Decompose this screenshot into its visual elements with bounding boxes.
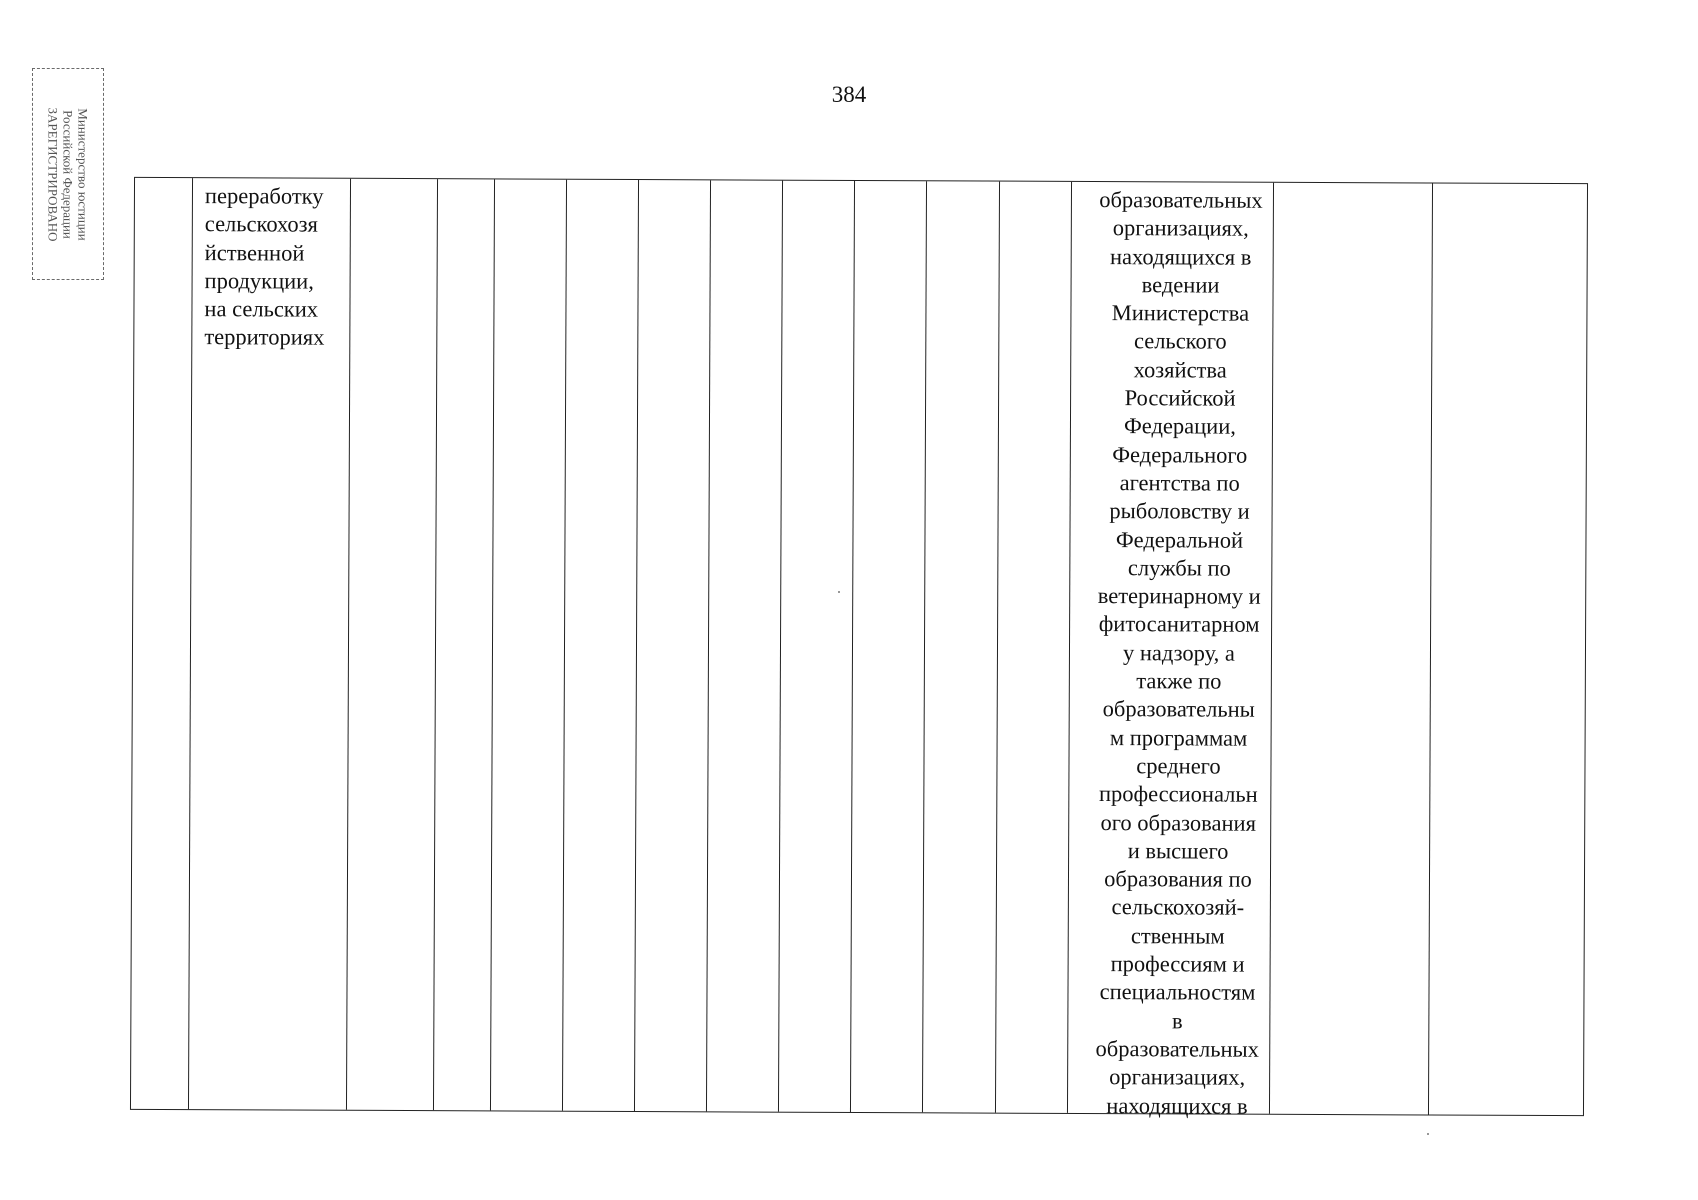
cell-line: фитосанитарном [1098, 611, 1260, 638]
cell-line: м программам [1109, 724, 1248, 751]
cell-line: специальностям [1099, 979, 1256, 1006]
cell-line: хозяйства [1133, 356, 1227, 383]
scan-speck [1427, 1133, 1429, 1135]
cell-line: образовательных [1099, 187, 1263, 213]
cell-line: в [1172, 1007, 1183, 1034]
cell-line: сельскохозя [204, 211, 318, 237]
cell-line: организациях, [1109, 1064, 1246, 1090]
cell-line: йственной [204, 239, 305, 266]
cell-line: находящихся в [1109, 243, 1252, 270]
cell-line: профессиональн [1098, 781, 1258, 807]
cell-line: организациях, [1112, 215, 1249, 241]
cell-line: образовательных [1095, 1035, 1259, 1062]
document-table [130, 177, 1588, 1119]
cell-line: ведении [1141, 272, 1220, 298]
cell-line: сельскохозяй- [1111, 894, 1245, 921]
table-cell-activity [204, 182, 355, 352]
cell-line: ого образования [1100, 809, 1257, 836]
table-column-1 [131, 178, 193, 1109]
cell-line: образовательны [1102, 696, 1255, 723]
cell-line: у надзору, а [1123, 639, 1235, 666]
table-cell-description [1077, 186, 1281, 1121]
table-column-12 [996, 182, 1072, 1113]
table-column-8 [707, 180, 783, 1111]
cell-line: ственным [1130, 922, 1225, 949]
cell-line: рыболовству и [1109, 498, 1250, 524]
table-column-10 [851, 181, 927, 1112]
stamp-line: Российской Федерации [60, 109, 76, 239]
cell-line: на сельских [204, 296, 319, 322]
cell-line: также по [1136, 668, 1222, 694]
table-column-14 [1270, 183, 1433, 1115]
table-column-6 [563, 180, 639, 1111]
cell-line: Федерации, [1123, 413, 1236, 440]
table-column-7 [635, 180, 711, 1111]
table-column-9 [779, 181, 855, 1112]
cell-line: профессиям и [1110, 951, 1245, 977]
table-column-5 [491, 179, 567, 1110]
page-number: 384 [831, 82, 867, 107]
cell-line: службы по [1127, 555, 1231, 581]
table-column-11 [923, 181, 1000, 1112]
cell-line: Министерства [1111, 300, 1250, 326]
stamp-text [46, 107, 91, 241]
cell-line: агентства по [1119, 470, 1240, 496]
cell-line: сельского [1133, 328, 1227, 355]
cell-line: находящихся в [1106, 1092, 1248, 1119]
cell-line: и высшего [1127, 838, 1229, 864]
stamp-line: ЗАРЕГИСТРИРОВАНО [45, 107, 61, 241]
stamp-line: Министерство юстиции [75, 107, 91, 241]
cell-line: продукции, [204, 268, 314, 294]
cell-line: среднего [1136, 753, 1221, 779]
cell-line: ветеринарному и [1097, 583, 1261, 609]
table-column-3 [347, 179, 438, 1110]
cell-line: Федерального [1112, 441, 1248, 468]
table-column-4 [434, 179, 495, 1110]
cell-line: переработку [204, 183, 324, 209]
cell-line: Российской [1124, 385, 1236, 411]
cell-line: образования по [1104, 866, 1252, 892]
scan-speck [838, 591, 840, 593]
cell-line: территориях [204, 324, 325, 351]
cell-line: Федеральной [1115, 526, 1244, 553]
